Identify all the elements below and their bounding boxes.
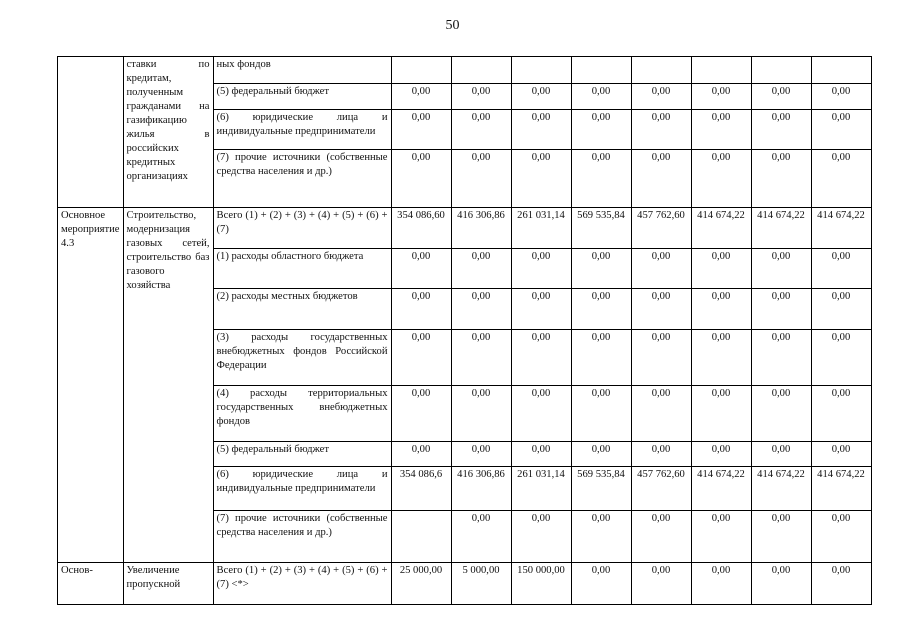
value-cell: 569 535,84 bbox=[571, 208, 631, 249]
value-cell: 0,00 bbox=[511, 511, 571, 563]
value-cell: 0,00 bbox=[631, 150, 691, 208]
value-cell: 0,00 bbox=[691, 249, 751, 289]
value-cell: 0,00 bbox=[571, 386, 631, 442]
value-cell: 0,00 bbox=[811, 511, 871, 563]
value-cell: 0,00 bbox=[451, 84, 511, 110]
value-cell bbox=[511, 57, 571, 84]
value-cell: 0,00 bbox=[811, 330, 871, 386]
value-cell: 0,00 bbox=[811, 289, 871, 330]
value-cell: 0,00 bbox=[691, 442, 751, 467]
source-cell: (6) юридические лица и индивидуальные предприниматели bbox=[213, 110, 391, 150]
value-cell: 150 000,00 bbox=[511, 563, 571, 605]
value-cell: 0,00 bbox=[391, 289, 451, 330]
value-cell: 0,00 bbox=[811, 442, 871, 467]
value-cell: 0,00 bbox=[391, 330, 451, 386]
source-cell: ных фондов bbox=[213, 57, 391, 84]
value-cell bbox=[391, 511, 451, 563]
value-cell: 0,00 bbox=[511, 330, 571, 386]
source-cell: (2) расходы местных бюджетов bbox=[213, 289, 391, 330]
value-cell: 0,00 bbox=[511, 150, 571, 208]
value-cell: 0,00 bbox=[451, 150, 511, 208]
value-cell: 0,00 bbox=[631, 84, 691, 110]
source-cell: (5) федеральный бюджет bbox=[213, 442, 391, 467]
value-cell: 0,00 bbox=[571, 511, 631, 563]
value-cell: 0,00 bbox=[751, 289, 811, 330]
value-cell: 0,00 bbox=[391, 249, 451, 289]
source-cell: (4) расходы территориальных государственных внебюджетных фондов bbox=[213, 386, 391, 442]
value-cell: 0,00 bbox=[571, 289, 631, 330]
value-cell: 0,00 bbox=[691, 150, 751, 208]
value-cell: 0,00 bbox=[631, 249, 691, 289]
description-cell: Строительство, модернизация газовых сетей, строительство баз газового хозяйства bbox=[123, 208, 213, 563]
value-cell: 569 535,84 bbox=[571, 467, 631, 511]
source-cell: (7) прочие источники (собственные средства населения и др.) bbox=[213, 150, 391, 208]
value-cell: 414 674,22 bbox=[811, 467, 871, 511]
value-cell: 0,00 bbox=[571, 150, 631, 208]
table-row bbox=[58, 563, 872, 605]
value-cell: 457 762,60 bbox=[631, 208, 691, 249]
value-cell: 0,00 bbox=[811, 249, 871, 289]
value-cell: 0,00 bbox=[691, 330, 751, 386]
value-cell: 0,00 bbox=[451, 249, 511, 289]
value-cell: 0,00 bbox=[751, 563, 811, 605]
event-cell: Основ- bbox=[58, 563, 124, 605]
value-cell: 414 674,22 bbox=[691, 208, 751, 249]
value-cell: 0,00 bbox=[571, 84, 631, 110]
value-cell bbox=[391, 57, 451, 84]
value-cell: 0,00 bbox=[691, 386, 751, 442]
value-cell: 0,00 bbox=[631, 511, 691, 563]
source-cell: (5) федеральный бюджет bbox=[213, 84, 391, 110]
value-cell: 0,00 bbox=[391, 386, 451, 442]
value-cell: 414 674,22 bbox=[751, 208, 811, 249]
value-cell: 0,00 bbox=[811, 150, 871, 208]
value-cell: 5 000,00 bbox=[451, 563, 511, 605]
description-cell: ставки по кредитам, полученным гражданами на газификацию жилья в российских кредитных организациях bbox=[123, 57, 213, 208]
value-cell: 0,00 bbox=[811, 84, 871, 110]
value-cell bbox=[631, 57, 691, 84]
source-cell: (7) прочие источники (собственные средства населения и др.) bbox=[213, 511, 391, 563]
page-number: 50 bbox=[445, 18, 460, 33]
value-cell: 0,00 bbox=[571, 563, 631, 605]
table-row bbox=[58, 208, 872, 249]
value-cell: 0,00 bbox=[451, 289, 511, 330]
value-cell: 0,00 bbox=[691, 511, 751, 563]
event-cell bbox=[58, 57, 124, 208]
value-cell: 0,00 bbox=[751, 84, 811, 110]
value-cell: 0,00 bbox=[631, 442, 691, 467]
budget-table bbox=[57, 56, 872, 605]
value-cell: 414 674,22 bbox=[811, 208, 871, 249]
value-cell: 0,00 bbox=[391, 110, 451, 150]
value-cell bbox=[811, 57, 871, 84]
value-cell: 0,00 bbox=[451, 386, 511, 442]
value-cell: 261 031,14 bbox=[511, 467, 571, 511]
value-cell: 261 031,14 bbox=[511, 208, 571, 249]
value-cell: 0,00 bbox=[751, 386, 811, 442]
table-row bbox=[58, 57, 872, 84]
value-cell: 0,00 bbox=[691, 84, 751, 110]
value-cell: 0,00 bbox=[691, 110, 751, 150]
value-cell: 0,00 bbox=[691, 563, 751, 605]
value-cell: 414 674,22 bbox=[691, 467, 751, 511]
value-cell bbox=[451, 57, 511, 84]
source-cell: (6) юридические лица и индивидуальные предприниматели bbox=[213, 467, 391, 511]
event-cell: Основное мероприятие 4.3 bbox=[58, 208, 124, 563]
value-cell: 0,00 bbox=[751, 330, 811, 386]
value-cell: 457 762,60 bbox=[631, 467, 691, 511]
value-cell: 0,00 bbox=[691, 289, 751, 330]
value-cell: 0,00 bbox=[631, 289, 691, 330]
value-cell: 0,00 bbox=[751, 110, 811, 150]
value-cell: 25 000,00 bbox=[391, 563, 451, 605]
value-cell: 0,00 bbox=[451, 511, 511, 563]
value-cell: 0,00 bbox=[511, 289, 571, 330]
source-cell: (1) расходы областного бюджета bbox=[213, 249, 391, 289]
description-cell: Увеличение пропускной bbox=[123, 563, 213, 605]
value-cell bbox=[751, 57, 811, 84]
value-cell: 0,00 bbox=[811, 386, 871, 442]
value-cell: 0,00 bbox=[511, 249, 571, 289]
source-cell: Всего (1) + (2) + (3) + (4) + (5) + (6) + (7) bbox=[213, 208, 391, 249]
value-cell: 0,00 bbox=[511, 386, 571, 442]
value-cell bbox=[571, 57, 631, 84]
value-cell: 0,00 bbox=[571, 249, 631, 289]
value-cell: 0,00 bbox=[451, 330, 511, 386]
value-cell: 0,00 bbox=[571, 442, 631, 467]
value-cell: 0,00 bbox=[511, 442, 571, 467]
value-cell: 0,00 bbox=[571, 110, 631, 150]
value-cell: 0,00 bbox=[451, 442, 511, 467]
value-cell bbox=[691, 57, 751, 84]
value-cell: 0,00 bbox=[571, 330, 631, 386]
value-cell: 0,00 bbox=[511, 84, 571, 110]
value-cell: 0,00 bbox=[751, 249, 811, 289]
value-cell: 0,00 bbox=[391, 150, 451, 208]
value-cell: 0,00 bbox=[751, 150, 811, 208]
value-cell: 0,00 bbox=[631, 386, 691, 442]
value-cell: 0,00 bbox=[451, 110, 511, 150]
value-cell: 354 086,60 bbox=[391, 208, 451, 249]
value-cell: 0,00 bbox=[751, 442, 811, 467]
value-cell: 416 306,86 bbox=[451, 467, 511, 511]
value-cell: 0,00 bbox=[391, 84, 451, 110]
value-cell: 0,00 bbox=[391, 442, 451, 467]
value-cell: 0,00 bbox=[631, 330, 691, 386]
value-cell: 416 306,86 bbox=[451, 208, 511, 249]
source-cell: (3) расходы государственных внебюджетных фондов Российской Федерации bbox=[213, 330, 391, 386]
value-cell: 0,00 bbox=[631, 563, 691, 605]
value-cell: 0,00 bbox=[631, 110, 691, 150]
value-cell: 0,00 bbox=[511, 110, 571, 150]
value-cell: 0,00 bbox=[811, 110, 871, 150]
value-cell: 0,00 bbox=[811, 563, 871, 605]
value-cell: 414 674,22 bbox=[751, 467, 811, 511]
budget-table-body bbox=[58, 57, 872, 605]
value-cell: 0,00 bbox=[751, 511, 811, 563]
source-cell: Всего (1) + (2) + (3) + (4) + (5) + (6) + (7) <*> bbox=[213, 563, 391, 605]
value-cell: 354 086,6 bbox=[391, 467, 451, 511]
